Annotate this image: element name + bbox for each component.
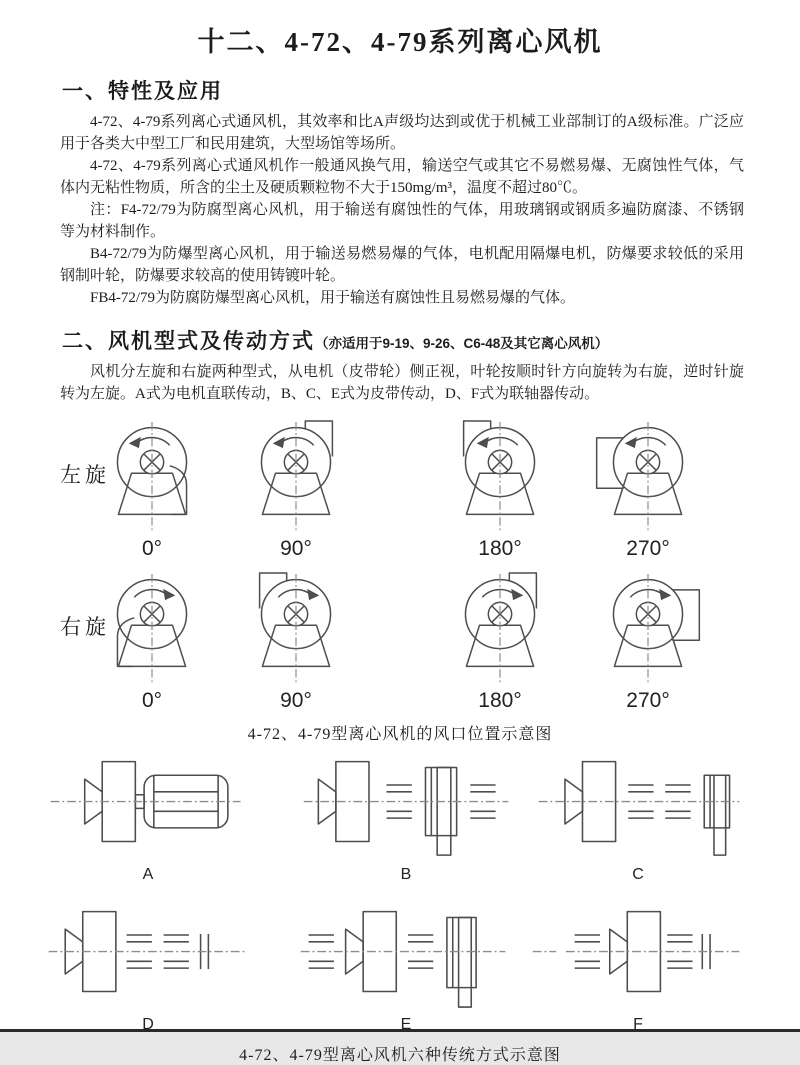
rotation-arrow-icon	[278, 589, 319, 600]
fan-diagram-cell	[82, 419, 222, 561]
transmission-cell	[28, 748, 268, 884]
rotation-arrow-icon	[129, 437, 170, 448]
paragraph: 4-72、4-79系列离心式通风机作一般通风换气用，输送空气或其它不易燃易爆、无腐蚀性气体，气体内无粘性物质，所含的尘土及硬质颗粒物不大于150mg/m³，温度不超过80℃。	[60, 158, 744, 196]
rotation-arrow-icon	[134, 589, 175, 600]
transmission-label: F	[633, 1016, 643, 1033]
transmission-cell	[28, 898, 268, 1034]
paragraph: 注：F4-72/79为防腐型离心风机，用于输送有腐蚀性的气体，用玻璃钢或钢质多遍防腐漆、不锈钢等为材料制作。	[60, 202, 744, 240]
transmission-row-1	[28, 748, 800, 884]
transmission-label: A	[142, 866, 154, 883]
transmission-cell	[518, 898, 758, 1034]
transmission-diagram-B	[291, 748, 521, 860]
section2-body	[60, 361, 744, 405]
transmission-diagram-C	[523, 748, 753, 860]
fan-diagram-cell	[578, 571, 718, 713]
pulley-block	[447, 917, 476, 1007]
paragraph: 风机分左旋和右旋两种型式，从电机（皮带轮）侧正视，叶轮按顺时针方向旋转为右旋，逆时针旋转为左旋。A式为电机直联传动，B、C、E式为皮带传动，D、F式为联轴器传动。	[60, 364, 744, 402]
section1-heading: 一、特性及应用	[62, 80, 223, 103]
section2-heading-text: 二、风机型式及传动方式	[62, 330, 315, 353]
angle-label: 90°	[280, 689, 312, 712]
fan-diagram-cell	[226, 571, 366, 713]
page-title: 十二、4-72、4-79系列离心风机	[197, 27, 603, 57]
rotation-arrow-icon	[273, 437, 314, 448]
fan-diagram-cell	[430, 419, 570, 561]
fan-diagram-cell	[430, 571, 570, 713]
angle-label: 270°	[626, 537, 670, 560]
paragraph: FB4-72/79为防腐防爆型离心风机，用于输送有腐蚀性且易燃易爆的气体。	[90, 290, 576, 306]
transmission-cell	[518, 748, 758, 884]
fan-diagram-cell	[82, 571, 222, 713]
section2-heading	[62, 325, 800, 355]
rotation-arrow-icon	[625, 437, 666, 448]
fan-outlet-diagram-left-270	[578, 419, 718, 536]
transmission-diagram-A	[33, 748, 263, 860]
angle-label: 90°	[280, 537, 312, 560]
rotation-arrow-icon	[630, 589, 671, 600]
transmission-row-2	[28, 898, 800, 1034]
fan-outlet-diagram-left-180	[430, 419, 570, 536]
transmission-label: D	[142, 1016, 154, 1033]
transmission-diagram-F	[523, 898, 753, 1010]
angle-label: 0°	[141, 689, 163, 712]
fan-outlet-diagram-right-270	[578, 571, 718, 688]
fan-outlet-diagram-left-90	[226, 419, 366, 536]
outlet-orientation-diagrams	[0, 419, 800, 744]
transmission-cell	[286, 898, 526, 1034]
rotation-arrow-icon	[482, 589, 523, 600]
angle-label: 180°	[478, 689, 522, 712]
pulley-block	[704, 775, 729, 855]
angle-label: 0°	[141, 537, 163, 560]
fan-diagram-cell	[578, 419, 718, 561]
transmission-diagram-caption: 4-72、4-79型离心风机六种传统方式示意图	[239, 1047, 561, 1064]
rotation-row-label: 右旋	[60, 616, 110, 639]
transmission-label: B	[400, 866, 412, 883]
transmission-diagram-D	[33, 898, 263, 1010]
rotation-arrow-icon	[477, 437, 518, 448]
angle-label: 270°	[626, 689, 670, 712]
rotation-row-label: 左旋	[60, 464, 110, 487]
rotation-row-left	[60, 419, 800, 561]
transmission-diagrams	[0, 748, 800, 1065]
pulley-block	[425, 767, 456, 855]
paragraph: B4-72/79为防爆型离心风机，用于输送易燃易爆的气体，电机配用隔爆电机，防爆要求较低的采用钢制叶轮，防爆要求较高的使用铸镀叶轮。	[60, 246, 744, 284]
paragraph: 4-72、4-79系列离心式通风机，其效率和比A声级均达到或优于机械工业部制订的A级标准。广泛应用于各类大中型工厂和民用建筑，大型场馆等场所。	[60, 114, 744, 152]
outlet-diagram-caption: 4-72、4-79型离心风机的风口位置示意图	[247, 726, 553, 743]
section1-body	[60, 111, 744, 309]
transmission-diagram-E	[291, 898, 521, 1010]
section2-heading-note: （亦适用于9-19、9-26、C6-48及其它离心风机）	[315, 336, 609, 351]
angle-label: 180°	[478, 537, 522, 560]
rotation-row-right	[60, 571, 800, 713]
fan-outlet-diagram-right-180	[430, 571, 570, 688]
transmission-cell	[286, 748, 526, 884]
transmission-label: E	[400, 1016, 412, 1033]
transmission-label: C	[632, 866, 644, 883]
fan-outlet-diagram-right-90	[226, 571, 366, 688]
fan-diagram-cell	[226, 419, 366, 561]
